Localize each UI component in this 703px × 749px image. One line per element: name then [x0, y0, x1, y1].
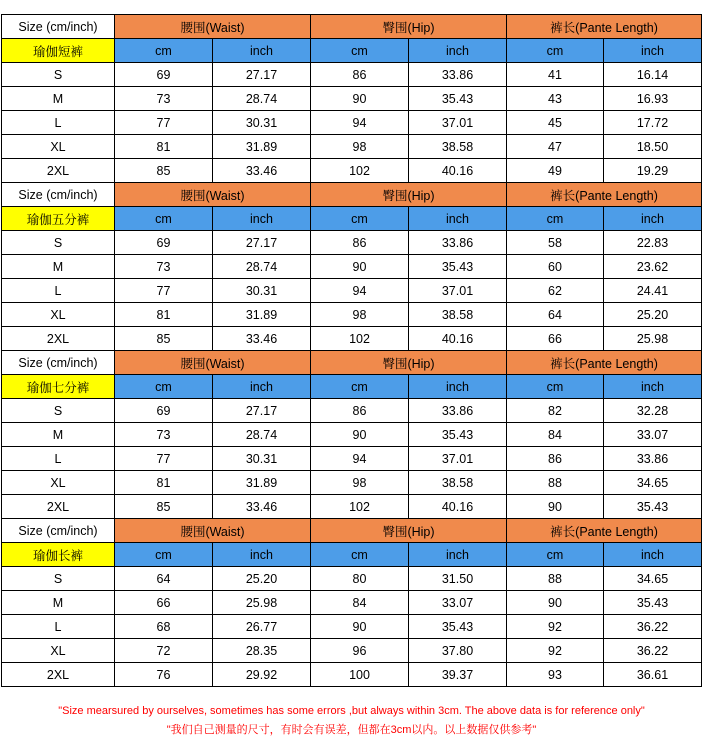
table-row [2, 399, 702, 423]
measure-group-header: 臀围(Hip) [311, 351, 507, 375]
measure-group-header: 裤长(Pante Length) [507, 183, 702, 207]
size-cell: L [2, 111, 115, 135]
table-row [2, 447, 702, 471]
measurement-cell: 92 [507, 639, 604, 663]
measurement-cell: 73 [115, 255, 213, 279]
measurement-cell: 90 [311, 87, 409, 111]
measurement-cell: 49 [507, 159, 604, 183]
measurement-cell: 35.43 [604, 591, 702, 615]
unit-row [2, 39, 702, 63]
table-row [2, 87, 702, 111]
measurement-cell: 88 [507, 471, 604, 495]
measurement-cell: 66 [507, 327, 604, 351]
size-cell: S [2, 567, 115, 591]
measurement-cell: 39.37 [409, 663, 507, 687]
measurement-cell: 68 [115, 615, 213, 639]
measurement-cell: 72 [115, 639, 213, 663]
measurement-cell: 81 [115, 471, 213, 495]
measurement-cell: 33.86 [409, 63, 507, 87]
unit-cm-cell: cm [311, 375, 409, 399]
unit-cm-cell: cm [311, 543, 409, 567]
measure-group-header: 裤长(Pante Length) [507, 519, 702, 543]
measurement-cell: 85 [115, 327, 213, 351]
measurement-cell: 33.07 [409, 591, 507, 615]
measurement-cell: 81 [115, 303, 213, 327]
table-row [2, 159, 702, 183]
measurement-cell: 102 [311, 495, 409, 519]
measurement-cell: 27.17 [213, 231, 311, 255]
measurement-cell: 27.17 [213, 399, 311, 423]
measurement-cell: 73 [115, 87, 213, 111]
table-row [2, 591, 702, 615]
measurement-cell: 88 [507, 567, 604, 591]
measurement-cell: 23.62 [604, 255, 702, 279]
table-row [2, 255, 702, 279]
size-cell: S [2, 399, 115, 423]
size-cell: S [2, 63, 115, 87]
measurement-cell: 90 [507, 591, 604, 615]
measurement-cell: 66 [115, 591, 213, 615]
table-row [2, 471, 702, 495]
measure-group-header: 裤长(Pante Length) [507, 351, 702, 375]
unit-cm-cell: cm [115, 375, 213, 399]
unit-cm-cell: cm [311, 207, 409, 231]
measurement-cell: 36.22 [604, 639, 702, 663]
table-row [2, 495, 702, 519]
disclaimer-chinese: "我们自己测量的尺寸，有时会有误差，但都在3cm以内。以上数据仅供参考" [166, 724, 537, 736]
measurement-cell: 77 [115, 447, 213, 471]
unit-inch-cell: inch [213, 39, 311, 63]
section-header-row [2, 351, 702, 375]
unit-cm-cell: cm [115, 207, 213, 231]
measure-group-header: 臀围(Hip) [311, 519, 507, 543]
measurement-cell: 30.31 [213, 279, 311, 303]
unit-inch-cell: inch [213, 375, 311, 399]
measurement-cell: 94 [311, 447, 409, 471]
measure-group-header: 裤长(Pante Length) [507, 15, 702, 39]
measurement-cell: 90 [311, 423, 409, 447]
unit-cm-cell: cm [115, 39, 213, 63]
measurement-cell: 62 [507, 279, 604, 303]
measurement-cell: 86 [311, 399, 409, 423]
measurement-cell: 90 [507, 495, 604, 519]
table-row [2, 303, 702, 327]
unit-inch-cell: inch [604, 39, 702, 63]
measurement-cell: 77 [115, 111, 213, 135]
measure-group-header: 腰围(Waist) [115, 519, 311, 543]
size-cell: XL [2, 303, 115, 327]
measurement-cell: 69 [115, 231, 213, 255]
unit-inch-cell: inch [604, 375, 702, 399]
measurement-cell: 35.43 [409, 255, 507, 279]
unit-inch-cell: inch [213, 207, 311, 231]
section-header-row [2, 519, 702, 543]
measurement-cell: 82 [507, 399, 604, 423]
measurement-cell: 17.72 [604, 111, 702, 135]
size-cell: 2XL [2, 663, 115, 687]
measurement-cell: 69 [115, 63, 213, 87]
measurement-cell: 38.58 [409, 135, 507, 159]
unit-cm-cell: cm [507, 543, 604, 567]
measurement-cell: 31.89 [213, 471, 311, 495]
measurement-cell: 34.65 [604, 471, 702, 495]
measurement-cell: 98 [311, 135, 409, 159]
measurement-cell: 28.74 [213, 423, 311, 447]
measurement-cell: 35.43 [409, 423, 507, 447]
measurement-cell: 33.07 [604, 423, 702, 447]
measurement-cell: 37.01 [409, 447, 507, 471]
table-row [2, 135, 702, 159]
measurement-cell: 41 [507, 63, 604, 87]
measurement-cell: 85 [115, 159, 213, 183]
table-row [2, 639, 702, 663]
measurement-cell: 16.93 [604, 87, 702, 111]
table-row [2, 615, 702, 639]
disclaimer-english: "Size mearsured by ourselves, sometimes has some errors ,but always within 3cm. The above data is for reference only" [58, 705, 645, 717]
measurement-cell: 34.65 [604, 567, 702, 591]
size-cell: M [2, 591, 115, 615]
measurement-cell: 102 [311, 327, 409, 351]
section-header-row [2, 15, 702, 39]
measurement-cell: 76 [115, 663, 213, 687]
measurement-cell: 90 [311, 255, 409, 279]
unit-cm-cell: cm [311, 39, 409, 63]
size-label-cell: Size (cm/inch) [2, 15, 115, 39]
table-row [2, 663, 702, 687]
measurement-cell: 28.74 [213, 255, 311, 279]
size-cell: 2XL [2, 159, 115, 183]
measurement-cell: 43 [507, 87, 604, 111]
measurement-cell: 33.86 [409, 231, 507, 255]
measurement-cell: 25.98 [213, 591, 311, 615]
measurement-cell: 16.14 [604, 63, 702, 87]
measurement-cell: 37.80 [409, 639, 507, 663]
measurement-cell: 73 [115, 423, 213, 447]
size-cell: 2XL [2, 327, 115, 351]
measurement-cell: 36.61 [604, 663, 702, 687]
measurement-cell: 28.35 [213, 639, 311, 663]
unit-row [2, 543, 702, 567]
size-cell: L [2, 447, 115, 471]
size-cell: XL [2, 471, 115, 495]
unit-row [2, 375, 702, 399]
measurement-cell: 35.43 [409, 615, 507, 639]
measurement-cell: 27.17 [213, 63, 311, 87]
measurement-cell: 31.89 [213, 135, 311, 159]
unit-inch-cell: inch [409, 375, 507, 399]
measurement-cell: 38.58 [409, 303, 507, 327]
measurement-cell: 60 [507, 255, 604, 279]
size-cell: L [2, 279, 115, 303]
size-label-cell: Size (cm/inch) [2, 183, 115, 207]
measurement-cell: 80 [311, 567, 409, 591]
measurement-cell: 94 [311, 279, 409, 303]
unit-row [2, 207, 702, 231]
size-cell: S [2, 231, 115, 255]
unit-inch-cell: inch [604, 543, 702, 567]
size-chart-table [1, 14, 702, 687]
measurement-cell: 35.43 [604, 495, 702, 519]
unit-cm-cell: cm [507, 375, 604, 399]
measurement-cell: 25.20 [213, 567, 311, 591]
measurement-cell: 32.28 [604, 399, 702, 423]
measurement-cell: 94 [311, 111, 409, 135]
measurement-cell: 31.50 [409, 567, 507, 591]
measurement-cell: 98 [311, 471, 409, 495]
size-cell: M [2, 87, 115, 111]
product-name-cell: 瑜伽长裤 [2, 543, 115, 567]
unit-cm-cell: cm [507, 39, 604, 63]
product-name-cell: 瑜伽七分裤 [2, 375, 115, 399]
measure-group-header: 臀围(Hip) [311, 15, 507, 39]
measurement-cell: 37.01 [409, 279, 507, 303]
table-row [2, 327, 702, 351]
measurement-cell: 25.20 [604, 303, 702, 327]
measurement-cell: 85 [115, 495, 213, 519]
size-label-cell: Size (cm/inch) [2, 351, 115, 375]
measurement-cell: 64 [507, 303, 604, 327]
measurement-cell: 33.86 [604, 447, 702, 471]
measurement-cell: 58 [507, 231, 604, 255]
size-cell: XL [2, 639, 115, 663]
measurement-cell: 45 [507, 111, 604, 135]
measurement-cell: 64 [115, 567, 213, 591]
measurement-cell: 26.77 [213, 615, 311, 639]
measurement-cell: 69 [115, 399, 213, 423]
table-row [2, 231, 702, 255]
unit-inch-cell: inch [213, 543, 311, 567]
measurement-cell: 33.46 [213, 159, 311, 183]
measure-group-header: 腰围(Waist) [115, 15, 311, 39]
measurement-cell: 47 [507, 135, 604, 159]
measurement-cell: 86 [507, 447, 604, 471]
product-name-cell: 瑜伽短裤 [2, 39, 115, 63]
measurement-cell: 19.29 [604, 159, 702, 183]
measurement-cell: 33.46 [213, 327, 311, 351]
measurement-cell: 30.31 [213, 111, 311, 135]
size-cell: XL [2, 135, 115, 159]
size-label-cell: Size (cm/inch) [2, 519, 115, 543]
measurement-cell: 40.16 [409, 159, 507, 183]
table-row [2, 567, 702, 591]
measurement-cell: 22.83 [604, 231, 702, 255]
measurement-cell: 90 [311, 615, 409, 639]
measure-group-header: 腰围(Waist) [115, 351, 311, 375]
unit-inch-cell: inch [409, 543, 507, 567]
measurement-cell: 84 [311, 591, 409, 615]
unit-inch-cell: inch [409, 39, 507, 63]
product-name-cell: 瑜伽五分裤 [2, 207, 115, 231]
measurement-cell: 102 [311, 159, 409, 183]
unit-cm-cell: cm [115, 543, 213, 567]
measurement-cell: 33.46 [213, 495, 311, 519]
measurement-cell: 30.31 [213, 447, 311, 471]
measurement-cell: 25.98 [604, 327, 702, 351]
measurement-cell: 92 [507, 615, 604, 639]
measurement-cell: 84 [507, 423, 604, 447]
measurement-cell: 28.74 [213, 87, 311, 111]
measure-group-header: 臀围(Hip) [311, 183, 507, 207]
size-cell: M [2, 423, 115, 447]
unit-cm-cell: cm [507, 207, 604, 231]
measure-group-header: 腰围(Waist) [115, 183, 311, 207]
unit-inch-cell: inch [604, 207, 702, 231]
measurement-cell: 81 [115, 135, 213, 159]
measurement-cell: 96 [311, 639, 409, 663]
size-chart-body [2, 15, 702, 687]
measurement-cell: 18.50 [604, 135, 702, 159]
measurement-cell: 29.92 [213, 663, 311, 687]
measurement-cell: 100 [311, 663, 409, 687]
measurement-cell: 40.16 [409, 327, 507, 351]
measurement-cell: 77 [115, 279, 213, 303]
measurement-cell: 40.16 [409, 495, 507, 519]
measurement-cell: 86 [311, 63, 409, 87]
table-row [2, 63, 702, 87]
size-cell: L [2, 615, 115, 639]
measurement-cell: 35.43 [409, 87, 507, 111]
measurement-cell: 93 [507, 663, 604, 687]
measurement-cell: 98 [311, 303, 409, 327]
table-row [2, 279, 702, 303]
table-row [2, 111, 702, 135]
table-row [2, 423, 702, 447]
size-cell: 2XL [2, 495, 115, 519]
measurement-cell: 86 [311, 231, 409, 255]
measurement-cell: 33.86 [409, 399, 507, 423]
measurement-cell: 37.01 [409, 111, 507, 135]
measurement-cell: 36.22 [604, 615, 702, 639]
section-header-row [2, 183, 702, 207]
measurement-cell: 31.89 [213, 303, 311, 327]
measurement-cell: 38.58 [409, 471, 507, 495]
measurement-cell: 24.41 [604, 279, 702, 303]
size-cell: M [2, 255, 115, 279]
unit-inch-cell: inch [409, 207, 507, 231]
